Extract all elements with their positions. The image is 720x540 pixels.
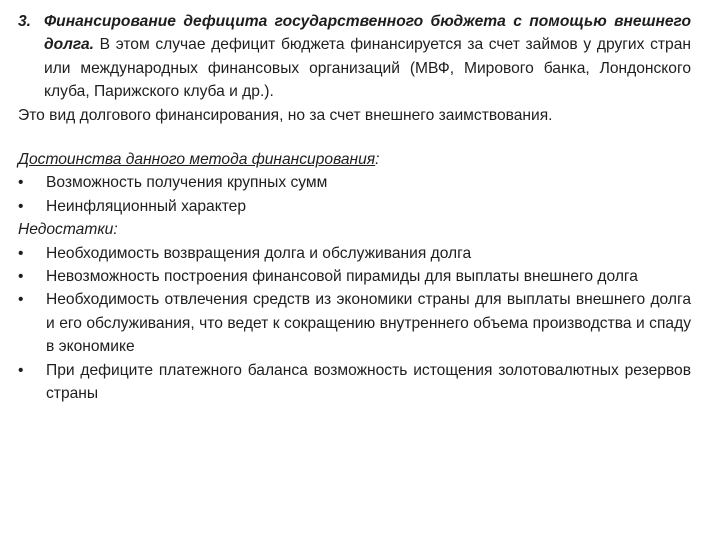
advantages-heading bbox=[18, 148, 691, 171]
advantages-heading-text: Достоинства данного метода финансирования bbox=[18, 151, 376, 169]
point-3-paragraph bbox=[18, 10, 691, 104]
disadvantage-item-text: Невозможность построения финансовой пирамиды для выплаты внешнего долга bbox=[46, 268, 638, 286]
bullet-icon: • bbox=[18, 197, 24, 215]
advantage-item-text: Неинфляционный характер bbox=[46, 197, 247, 215]
advantages-heading-colon: : bbox=[375, 151, 380, 169]
point-3-body bbox=[44, 10, 691, 104]
advantages-list bbox=[18, 171, 691, 218]
point-3-description: В этом случае дефицит бюджета финансируется за счет займов у других стран или международных финансовых организаций (МВФ, Мирового банка, Лондонского клуба, Парижского клуба и др.). bbox=[44, 36, 691, 101]
spacer bbox=[18, 127, 691, 148]
bullet-icon: • bbox=[18, 244, 24, 262]
list-item bbox=[18, 288, 691, 358]
list-item bbox=[18, 171, 691, 194]
disadvantages-heading-text: Недостатки bbox=[18, 221, 114, 239]
bullet-icon: • bbox=[18, 268, 24, 286]
summary-line: Это вид долгового финансирования, но за счет внешнего заимствования. bbox=[18, 106, 553, 124]
slide-content bbox=[18, 10, 691, 406]
bullet-icon: • bbox=[18, 291, 24, 309]
disadvantage-item-text: Необходимость отвлечения средств из экономики страны для выплаты внешнего долга и его обслуживания, что ведет к сокращению внутреннего объема производства и спаду в экономике bbox=[46, 291, 691, 356]
point-3-title: Финансирование дефицита государственного бюджета с помощью внешнего долга bbox=[44, 13, 691, 54]
disadvantage-item-text: При дефиците платежного баланса возможность истощения золотовалютных резервов страны bbox=[46, 361, 691, 403]
point-3-title-dot: . bbox=[89, 36, 94, 54]
bullet-icon: • bbox=[18, 174, 24, 192]
disadvantages-list bbox=[18, 242, 691, 406]
disadvantages-heading-colon: : bbox=[113, 221, 118, 239]
list-item bbox=[18, 195, 691, 218]
list-item bbox=[18, 265, 691, 288]
disadvantages-heading bbox=[18, 218, 691, 241]
list-item bbox=[18, 242, 691, 265]
disadvantage-item-text: Необходимость возвращения долга и обслуживания долга bbox=[46, 244, 472, 262]
list-item bbox=[18, 359, 691, 406]
bullet-icon: • bbox=[18, 361, 24, 379]
point-number: 3. bbox=[18, 13, 32, 30]
advantage-item-text: Возможность получения крупных сумм bbox=[46, 174, 328, 192]
